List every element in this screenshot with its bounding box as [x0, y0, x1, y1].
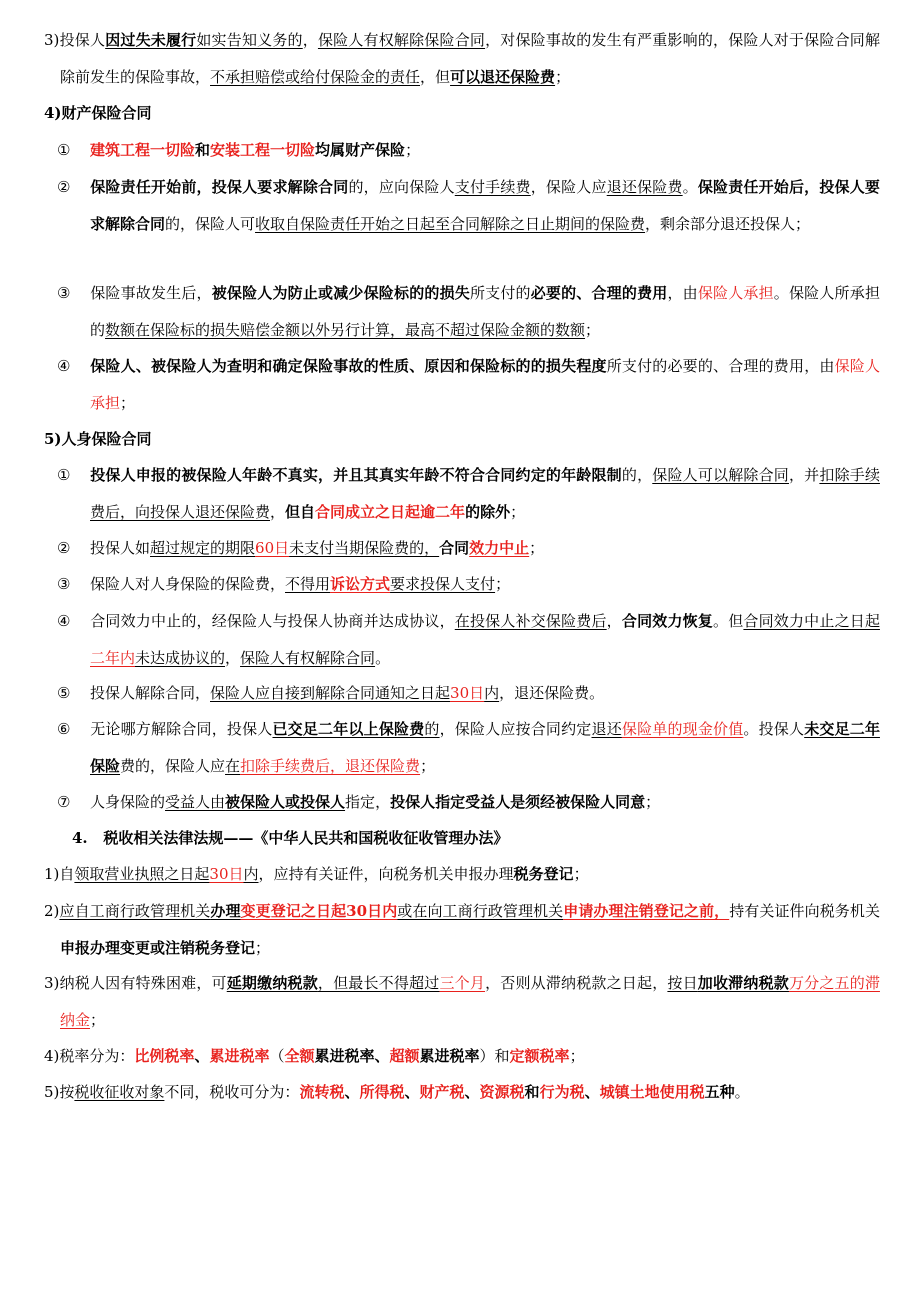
text-segment: ，: [375, 793, 391, 811]
text-segment: 所得税: [359, 1083, 405, 1101]
text-segment: 受益人由: [165, 793, 226, 811]
text-segment: ，由: [667, 284, 698, 302]
text-segment: 诉讼方式: [330, 575, 391, 593]
list-marker: ⑥: [57, 720, 71, 738]
text-segment: 退还: [591, 720, 622, 738]
text-segment: ，剩余部分退还投保人；: [645, 215, 811, 233]
text-segment: 不承担赔偿或给付保险金的责任: [210, 68, 421, 86]
text-segment: 但自: [285, 503, 316, 521]
text-segment: ；: [420, 757, 436, 775]
text-segment: 退还保险费: [606, 178, 683, 196]
text-segment: 扣除手续费后，退还保险费: [240, 757, 421, 775]
text-segment: 5)按: [44, 1083, 75, 1101]
text-segment: 申请办理注销登记之前，: [563, 902, 730, 920]
list-item: [57, 675, 880, 712]
text-segment: 财产税: [419, 1083, 465, 1101]
text-segment: ，: [606, 612, 622, 630]
text-segment: 资源税: [479, 1083, 525, 1101]
text-segment: ；: [569, 1047, 585, 1065]
text-segment: 二年内: [90, 649, 136, 667]
list-item: [57, 784, 880, 821]
text-segment: 保险人对人身保险的保险费，: [90, 575, 286, 593]
text-segment: 所支付的: [469, 284, 531, 302]
text-segment: 。但: [713, 612, 744, 630]
text-segment: 保险人承担: [90, 357, 880, 412]
text-segment: 按日: [667, 974, 698, 992]
text-segment: 未达成协议的: [135, 649, 226, 667]
text-segment: 如实告知义务的: [196, 31, 303, 49]
text-segment: 在投保人补交保险费后: [454, 612, 607, 630]
text-segment: 延期缴纳税款: [226, 974, 318, 992]
text-segment: 保险责任开始后，投保人要求解除合同: [90, 178, 880, 233]
text-segment: 领取营业执照之日起: [74, 865, 210, 883]
text-segment: 1)自: [44, 865, 75, 883]
text-segment: （: [269, 1047, 285, 1065]
text-segment: 税务登记: [513, 865, 574, 883]
list-marker: ①: [57, 466, 71, 484]
text-segment: 城镇土地使用税: [599, 1083, 705, 1101]
text-segment: 被保险人为防止或减少保险标的的损失: [211, 284, 470, 302]
list-marker: ①: [57, 141, 71, 159]
text-segment: ；: [529, 539, 545, 557]
text-segment: 建筑工程一切险: [90, 141, 196, 159]
text-segment: 的，: [621, 466, 653, 484]
text-segment: ，: [302, 31, 318, 49]
text-segment: 合同成立之日起逾二年: [315, 503, 466, 521]
list-marker: ③: [57, 284, 71, 302]
text-segment: 保险人有权解除保险合同: [317, 31, 486, 49]
text-segment: ；: [573, 865, 589, 883]
text-segment: 投保人解除合同，: [90, 684, 211, 702]
text-segment: ；: [495, 575, 511, 593]
text-segment: 三个月: [439, 974, 486, 992]
text-segment: 5)人身保险合同: [44, 430, 152, 448]
text-segment: ，应持有关证件，向税务机关申报办理: [258, 865, 514, 883]
tax-rule: [44, 893, 880, 967]
heading-property-insurance: [44, 95, 880, 132]
text-segment: 内: [243, 865, 259, 883]
text-segment: ，但最长不得超过: [317, 974, 440, 992]
text-segment: 60日: [255, 539, 290, 557]
text-segment: 扣除手续费后，向投保人退还保险费: [90, 466, 880, 521]
text-segment: 支付手续费: [454, 178, 531, 196]
text-segment: 保险人承担: [697, 284, 774, 302]
text-segment: 。投保人: [743, 720, 805, 738]
tax-rule: [44, 1038, 880, 1075]
text-segment: 内: [484, 684, 500, 702]
text-segment: 的: [424, 720, 440, 738]
text-segment: 合同效力中止的，经保险人与投保人协商并达成协议，: [90, 612, 455, 630]
list-marker: ④: [57, 357, 71, 375]
tax-rule: [44, 965, 880, 1039]
tax-rule: [44, 856, 880, 893]
text-segment: 应自工商行政管理机关: [59, 902, 211, 920]
list-item: [57, 457, 880, 531]
text-segment: 投保人如: [90, 539, 151, 557]
text-segment: ，: [225, 649, 241, 667]
text-segment: 、: [584, 1083, 600, 1101]
list-marker: ⑦: [57, 793, 71, 811]
list-item: [57, 566, 880, 603]
text-segment: 指定: [345, 793, 376, 811]
text-segment: ，对保险事故的发生有严重影响的，保险人对于保险合同解除前发生的保险事故，: [60, 31, 880, 86]
text-segment: ，否则从滞纳税款之日起，: [485, 974, 668, 992]
text-segment: 4. 税收相关法律法规——《中华人民共和国税收征收管理办法》: [72, 829, 509, 847]
text-segment: 收取自保险责任开始之日起至合同解除之日止期间的保险费: [255, 215, 646, 233]
text-segment: 合同: [439, 539, 470, 557]
text-segment: 税收征收对象: [74, 1083, 165, 1101]
text-segment: ，并: [788, 466, 820, 484]
text-segment: 保险人可以解除合同: [652, 466, 789, 484]
text-segment: 已交足二年以上保险费: [272, 720, 425, 738]
text-segment: ；: [405, 141, 421, 159]
text-segment: 定额税率: [509, 1047, 570, 1065]
text-segment: 保险人、被保险人为查明和确定保险事故的性质、原因和保险标的的损失程度: [90, 357, 607, 375]
text-segment: 的，应向保险人: [348, 178, 455, 196]
text-segment: 合同效力恢复: [621, 612, 714, 630]
text-segment: 累进税率、: [314, 1047, 390, 1065]
tax-rule: [44, 1074, 880, 1111]
text-segment: 。: [734, 1083, 750, 1101]
text-segment: 3)投保人: [44, 31, 106, 49]
text-segment: 、: [194, 1047, 210, 1065]
list-marker: ②: [57, 178, 71, 196]
text-segment: 不得用: [285, 575, 331, 593]
text-segment: 。保险人所承担的: [90, 284, 880, 339]
text-segment: 五种: [704, 1083, 735, 1101]
text-segment: 申报办理变更或注销税务登记: [60, 939, 256, 957]
list-item: [57, 711, 880, 785]
text-segment: ；: [555, 68, 571, 86]
text-segment: 流转税: [299, 1083, 345, 1101]
text-segment: 所支付的必要的、合理的费用，由: [606, 357, 835, 375]
text-segment: 比例税率: [134, 1047, 195, 1065]
text-segment: 效力中止: [469, 539, 530, 557]
text-segment: 投保人指定受益人是须经被保险人同意: [390, 793, 646, 811]
text-segment: 。: [375, 649, 391, 667]
list-item: [57, 169, 880, 243]
text-segment: ，但: [420, 68, 451, 86]
text-segment: 保险事故发生后，: [90, 284, 212, 302]
list-marker: ②: [57, 539, 71, 557]
text-segment: 未支付当期保险费的，: [289, 539, 440, 557]
text-segment: ；: [90, 1011, 106, 1029]
text-segment: 。: [682, 178, 698, 196]
text-segment: 投保人申报的被保险人年龄不真实，并且其真实年龄不符合合同约定的年龄限制: [90, 466, 622, 484]
text-segment: 行为税: [539, 1083, 585, 1101]
text-segment: 30日: [450, 684, 485, 702]
text-segment: 可以退还保险费: [450, 68, 556, 86]
text-segment: 3)纳税人因有特殊困难，可: [44, 974, 227, 992]
text-segment: 无论哪方解除合同，投保人: [90, 720, 273, 738]
text-segment: 的，保险人可: [165, 215, 256, 233]
text-segment: ，保险人应按合同约定: [439, 720, 592, 738]
paragraph-3-disclosure-duty: [44, 22, 880, 96]
text-segment: 和: [195, 141, 211, 159]
list-item: [57, 530, 880, 567]
text-segment: 累进税率: [209, 1047, 270, 1065]
list-item: [57, 348, 880, 422]
text-segment: 保险责任开始前，投保人要求解除合同: [90, 178, 349, 196]
text-segment: 超额: [389, 1047, 420, 1065]
text-segment: 万分之五的滞纳金: [60, 974, 880, 1029]
text-segment: ，退还保险费。: [499, 684, 605, 702]
heading-tax-law: [72, 820, 880, 857]
text-segment: 持有关证件向税务机关: [729, 902, 880, 920]
text-segment: 不同，税收可分为：: [164, 1083, 300, 1101]
list-marker: ③: [57, 575, 71, 593]
text-segment: 费的，保险人应: [120, 757, 226, 775]
text-segment: 累进税率: [419, 1047, 480, 1065]
text-segment: 、: [344, 1083, 360, 1101]
text-segment: 未交足二年保险: [90, 720, 880, 775]
text-segment: 要求投保人支付: [390, 575, 496, 593]
list-item: [57, 275, 880, 349]
text-segment: ，保险人应: [530, 178, 607, 196]
text-segment: 必要的、合理的费用: [530, 284, 668, 302]
text-segment: 数额在保险标的损失赔偿金额以外另行计算，最高不超过保险金额的数额: [105, 321, 586, 339]
text-segment: 在: [225, 757, 241, 775]
text-segment: ；: [585, 321, 601, 339]
text-segment: 被保险人或投保人: [225, 793, 346, 811]
text-segment: 全额: [284, 1047, 315, 1065]
text-segment: 均属财产保险: [315, 141, 406, 159]
list-item: [57, 603, 880, 677]
text-segment: 、: [404, 1083, 420, 1101]
text-segment: ；: [510, 503, 526, 521]
text-segment: 安装工程一切险: [210, 141, 316, 159]
text-segment: 变更登记之日起30日内: [240, 902, 398, 920]
text-segment: 2): [44, 902, 60, 920]
list-marker: ④: [57, 612, 71, 630]
text-segment: ；: [255, 939, 271, 957]
text-segment: 超过规定的期限: [150, 539, 256, 557]
text-segment: ；: [645, 793, 661, 811]
heading-life-insurance: [44, 421, 880, 458]
text-segment: 4)税率分为：: [44, 1047, 135, 1065]
text-segment: 、: [464, 1083, 480, 1101]
text-segment: 和: [524, 1083, 540, 1101]
text-segment: ）和: [479, 1047, 510, 1065]
text-segment: 因过失未履行: [105, 31, 197, 49]
text-segment: 或在向工商行政管理机关: [397, 902, 564, 920]
text-segment: ；: [120, 394, 136, 412]
list-marker: ⑤: [57, 684, 71, 702]
text-segment: 加收滞纳税款: [697, 974, 789, 992]
text-segment: 保险人有权解除合同: [240, 649, 376, 667]
list-item: [57, 132, 880, 169]
text-segment: 保险单的现金价值: [621, 720, 744, 738]
text-segment: ，: [270, 503, 286, 521]
text-segment: 人身保险的: [90, 793, 166, 811]
text-segment: 保险人应自接到解除合同通知之日起: [210, 684, 451, 702]
text-segment: 4)财产保险合同: [44, 104, 152, 122]
text-segment: 的除外: [465, 503, 511, 521]
text-segment: 合同效力中止之日起: [743, 612, 880, 630]
text-segment: 30日: [209, 865, 244, 883]
text-segment: 办理: [210, 902, 241, 920]
